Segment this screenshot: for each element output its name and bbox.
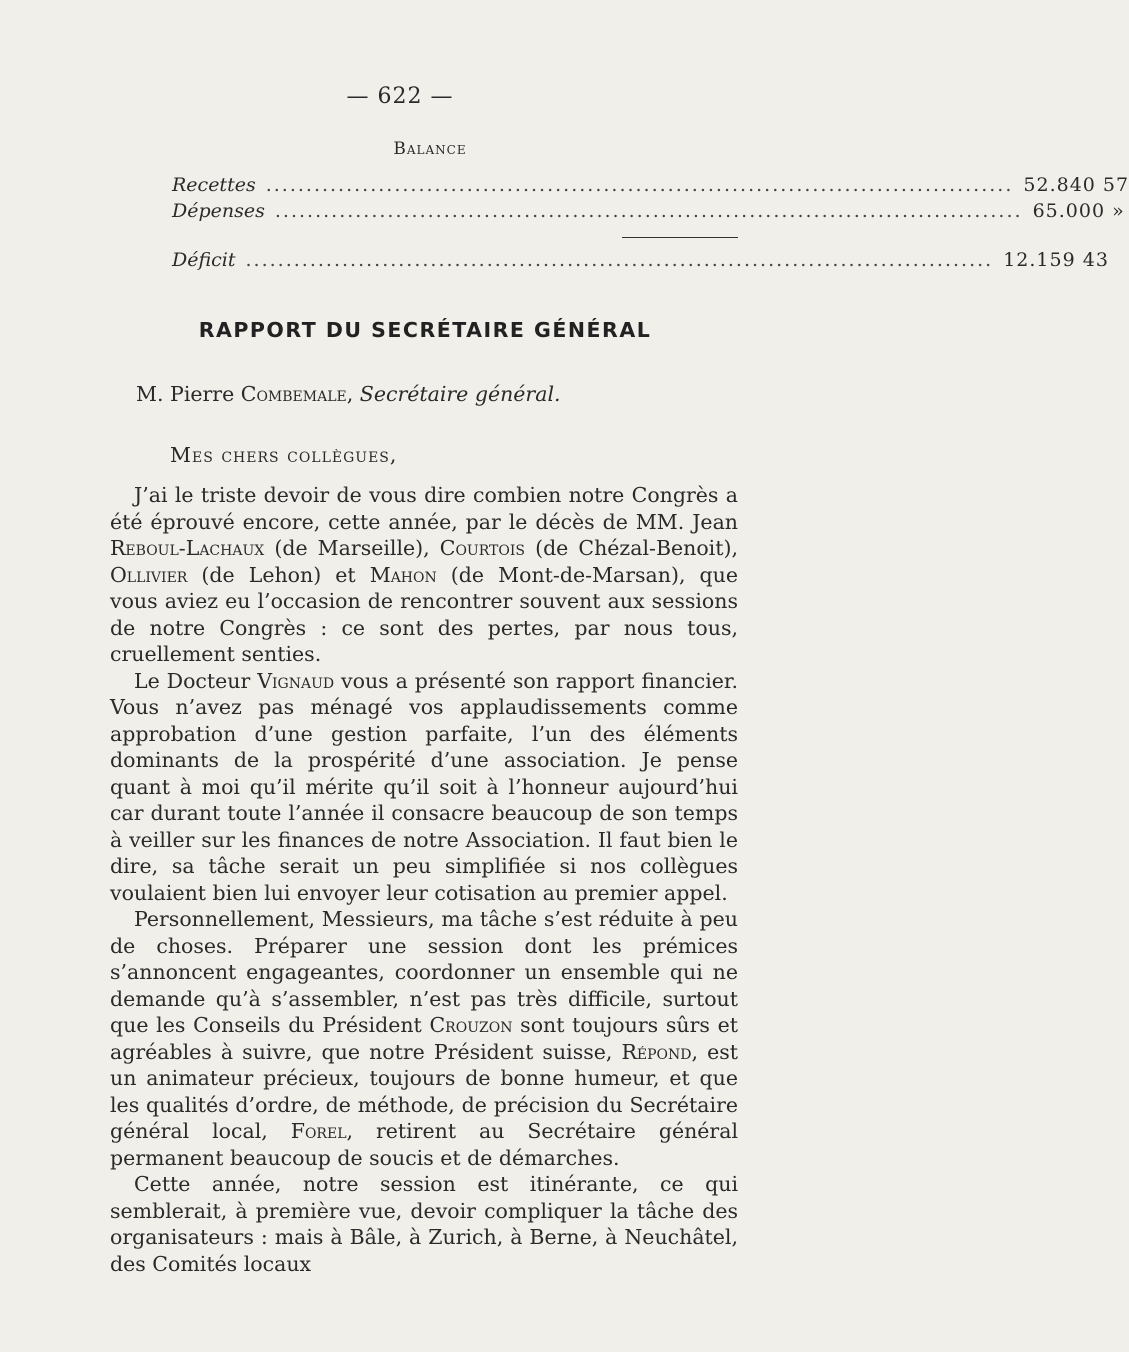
paragraph-text: (de Lehon) et <box>187 562 370 587</box>
balance-row-recettes <box>172 174 1129 200</box>
balance-value: 65.000 » <box>1032 200 1125 222</box>
paragraph-text: sont toujours sûrs et agréables à suivre, que notre Président suisse, <box>110 1013 738 1064</box>
paragraph-text: J’ai le triste devoir de vous dire combien notre Congrès a été éprouvé encore, cette année, par le décès de MM. Jean <box>110 483 738 534</box>
paragraph-text: Cette année, notre session est itinérante, ce qui semblerait, à première vue, devoir compliquer la tâche des organisateurs : mais à Bâle, à Zurich, à Berne, à Neuchâtel, des Comités locaux <box>110 1172 738 1276</box>
paragraph-text: , retirent au Secrétaire général permanent beaucoup de soucis et de démarches. <box>110 1119 739 1170</box>
leader-dots: ............................................................................................. <box>265 174 1014 196</box>
balance-label: Déficit <box>172 249 236 271</box>
person-name: Forel <box>290 1119 347 1143</box>
paragraph <box>110 482 738 668</box>
balance-row-depenses <box>172 200 1125 226</box>
person-name: Reboul-Lachaux <box>110 536 265 560</box>
speaker-line <box>136 382 561 406</box>
paragraph-text: (de Chézal-Benoit), <box>524 536 738 560</box>
report-body <box>110 482 738 1277</box>
person-name: Mahon <box>369 562 437 587</box>
leader-dots: ............................................................................................. <box>245 249 994 271</box>
person-name: Crouzon <box>429 1013 513 1037</box>
balance-row-deficit <box>172 249 1109 275</box>
paragraph-text: Le Docteur <box>134 668 258 693</box>
speaker-prefix: M. Pierre <box>136 382 241 406</box>
section-title: RAPPORT DU SECRÉTAIRE GÉNÉRAL <box>198 318 652 342</box>
person-name: Répond <box>621 1039 692 1064</box>
speaker-name: Combemale <box>240 382 347 406</box>
paragraph-text: (de Marseille), <box>264 536 440 560</box>
paragraph <box>110 906 738 1171</box>
balance-value: 12.159 43 <box>1003 249 1109 271</box>
balance-label: Dépenses <box>172 200 265 222</box>
balance-label: Recettes <box>172 174 256 196</box>
paragraph-text: , est un animateur précieux, toujours de bonne humeur, et que les qualités d’ordre, de méthode, de précision du Secrétaire général local, <box>110 1039 738 1143</box>
balance-value: 52.840 57 <box>1023 174 1129 196</box>
paragraph <box>110 1171 738 1277</box>
salutation: Mes chers collègues, <box>170 443 398 467</box>
speaker-separator: , <box>346 382 360 406</box>
speaker-role: Secrétaire général. <box>359 382 561 406</box>
page-number: — 622 — <box>346 84 454 109</box>
person-name: Ollivier <box>110 562 188 587</box>
person-name: Vignaud <box>257 668 335 693</box>
paragraph <box>110 668 738 907</box>
paragraph-text: (de Mont-de-Marsan), que vous aviez eu l’occasion de rencontrer souvent aux sessions de notre Congrès : ce sont des pertes, par nous tous, cruellement senties. <box>110 562 738 666</box>
paragraph-text: vous a présenté son rapport financier. Vous n’avez pas ménagé vos applaudissements comme approbation d’une gestion parfaite, l’un des éléments dominants de la prospérité d’une association. Je pense quant à moi qu’il mérite qu’il soit à l’honneur aujourd’hui car durant toute l’année il consacre beaucoup de son temps à veiller sur les finances de notre Association. Il faut bien le dire, sa tâche serait un peu simplifiée si nos collègues voulaient bien lui envoyer leur cotisation au premier appel. <box>110 668 738 905</box>
sum-rule <box>622 237 738 238</box>
leader-dots: ............................................................................................. <box>274 200 1023 222</box>
paragraph-text: Personnellement, Messieurs, ma tâche s’est réduite à peu de choses. Préparer une session dont les prémices s’annoncent engageantes, coordonner un ensemble qui ne demande qu’à s’assembler, n’est pas très difficile, surtout que les Conseils du Président <box>110 907 738 1037</box>
balance-title: Balance <box>393 139 467 159</box>
person-name: Courtois <box>439 536 525 560</box>
